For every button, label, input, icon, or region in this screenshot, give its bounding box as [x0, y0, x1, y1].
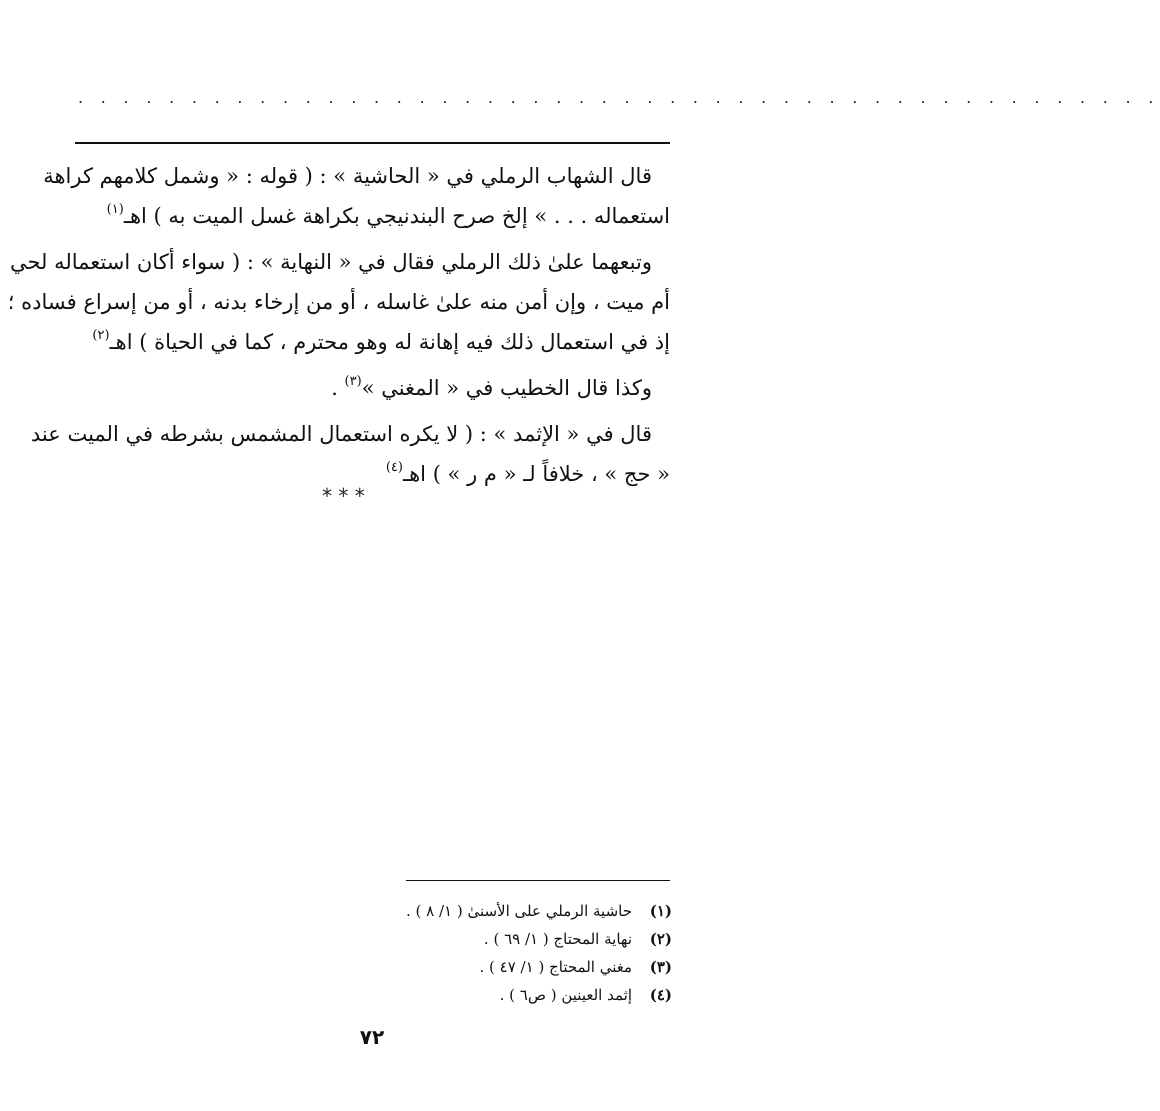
footnote-3: [300, 953, 672, 981]
footnote-4: [300, 981, 672, 1009]
footnote-4-text: إثمد العينين ( ص٦ ) .: [499, 986, 632, 1004]
section-separator: * * *: [322, 484, 365, 508]
header-dotted-line: . . . . . . . . . . . . . . . . . . . . . . . . . . . . . . . . . . . . . . . . . . . . . . . .: [78, 88, 1160, 107]
paragraph-2: [7, 242, 670, 362]
paragraph-3-line-1-end: .: [331, 376, 345, 400]
paragraph-3-line-1: [72, 368, 670, 408]
paragraph-2-line-2: أم ميت ، وإن أمن منه علىٰ غاسله ، أو من إرخاء بدنه ، أو من إسراع فساده ؛: [7, 290, 670, 314]
footnote-ref-4[interactable]: (٤): [385, 460, 403, 475]
footnote-2-text: نهاية المحتاج ( ١/ ٦٩ ) .: [483, 930, 632, 948]
paragraph-2-line-3: [72, 322, 670, 362]
page-number: ٧٢: [359, 1025, 385, 1049]
paragraph-2-line-3-text: إذ في استعمال ذلك فيه إهانة له وهو محترم ، كما في الحياة ) اهـ: [109, 330, 670, 354]
paragraph-4-line-2-text: « حج » ، خلافاً لـ « م ر » ) اهـ: [402, 462, 670, 486]
paragraph-1-line-1: قال الشهاب الرملي في « الحاشية » : ( قوله : « وشمل كلامهم كراهة: [43, 164, 652, 188]
footnote-1-text: حاشية الرملي على الأسنىٰ ( ١/ ٨ ) .: [405, 902, 632, 920]
footnote-1-number: (١): [649, 902, 672, 920]
footnote-3-text: مغني المحتاج ( ١/ ٤٧ ) .: [479, 958, 632, 976]
paragraph-1-line-2-text: استعماله . . . » إلخ صرح البندنيجي بكراهة غسل الميت به ) اهـ: [123, 204, 670, 228]
footnote-3-number: (٣): [649, 958, 672, 976]
paragraph-4: [30, 414, 670, 494]
header-rule: [75, 142, 670, 144]
footnote-2-number: (٢): [649, 930, 672, 948]
footnote-1: [300, 897, 672, 925]
footnote-2: [300, 925, 672, 953]
paragraph-1-line-2: [72, 196, 670, 236]
paragraph-3: [72, 368, 670, 408]
paragraph-3-line-1-text: وكذا قال الخطيب في « المغني »: [361, 376, 652, 400]
paragraph-1: [43, 156, 670, 236]
footnote-ref-1[interactable]: (١): [106, 202, 124, 217]
paragraph-2-line-1: وتبعهما علىٰ ذلك الرملي فقال في « النهاية » : ( سواء أكان استعماله لحي: [9, 250, 652, 274]
paragraph-4-line-1: قال في « الإثمد » : ( لا يكره استعمال المشمس بشرطه في الميت عند: [30, 422, 652, 446]
footnotes: [300, 897, 672, 1009]
footnote-rule: [406, 880, 670, 881]
main-text: [7, 156, 670, 500]
footnote-4-number: (٤): [649, 986, 672, 1004]
footnote-ref-2[interactable]: (٢): [92, 328, 110, 343]
footnote-ref-3[interactable]: (٣): [344, 374, 362, 389]
